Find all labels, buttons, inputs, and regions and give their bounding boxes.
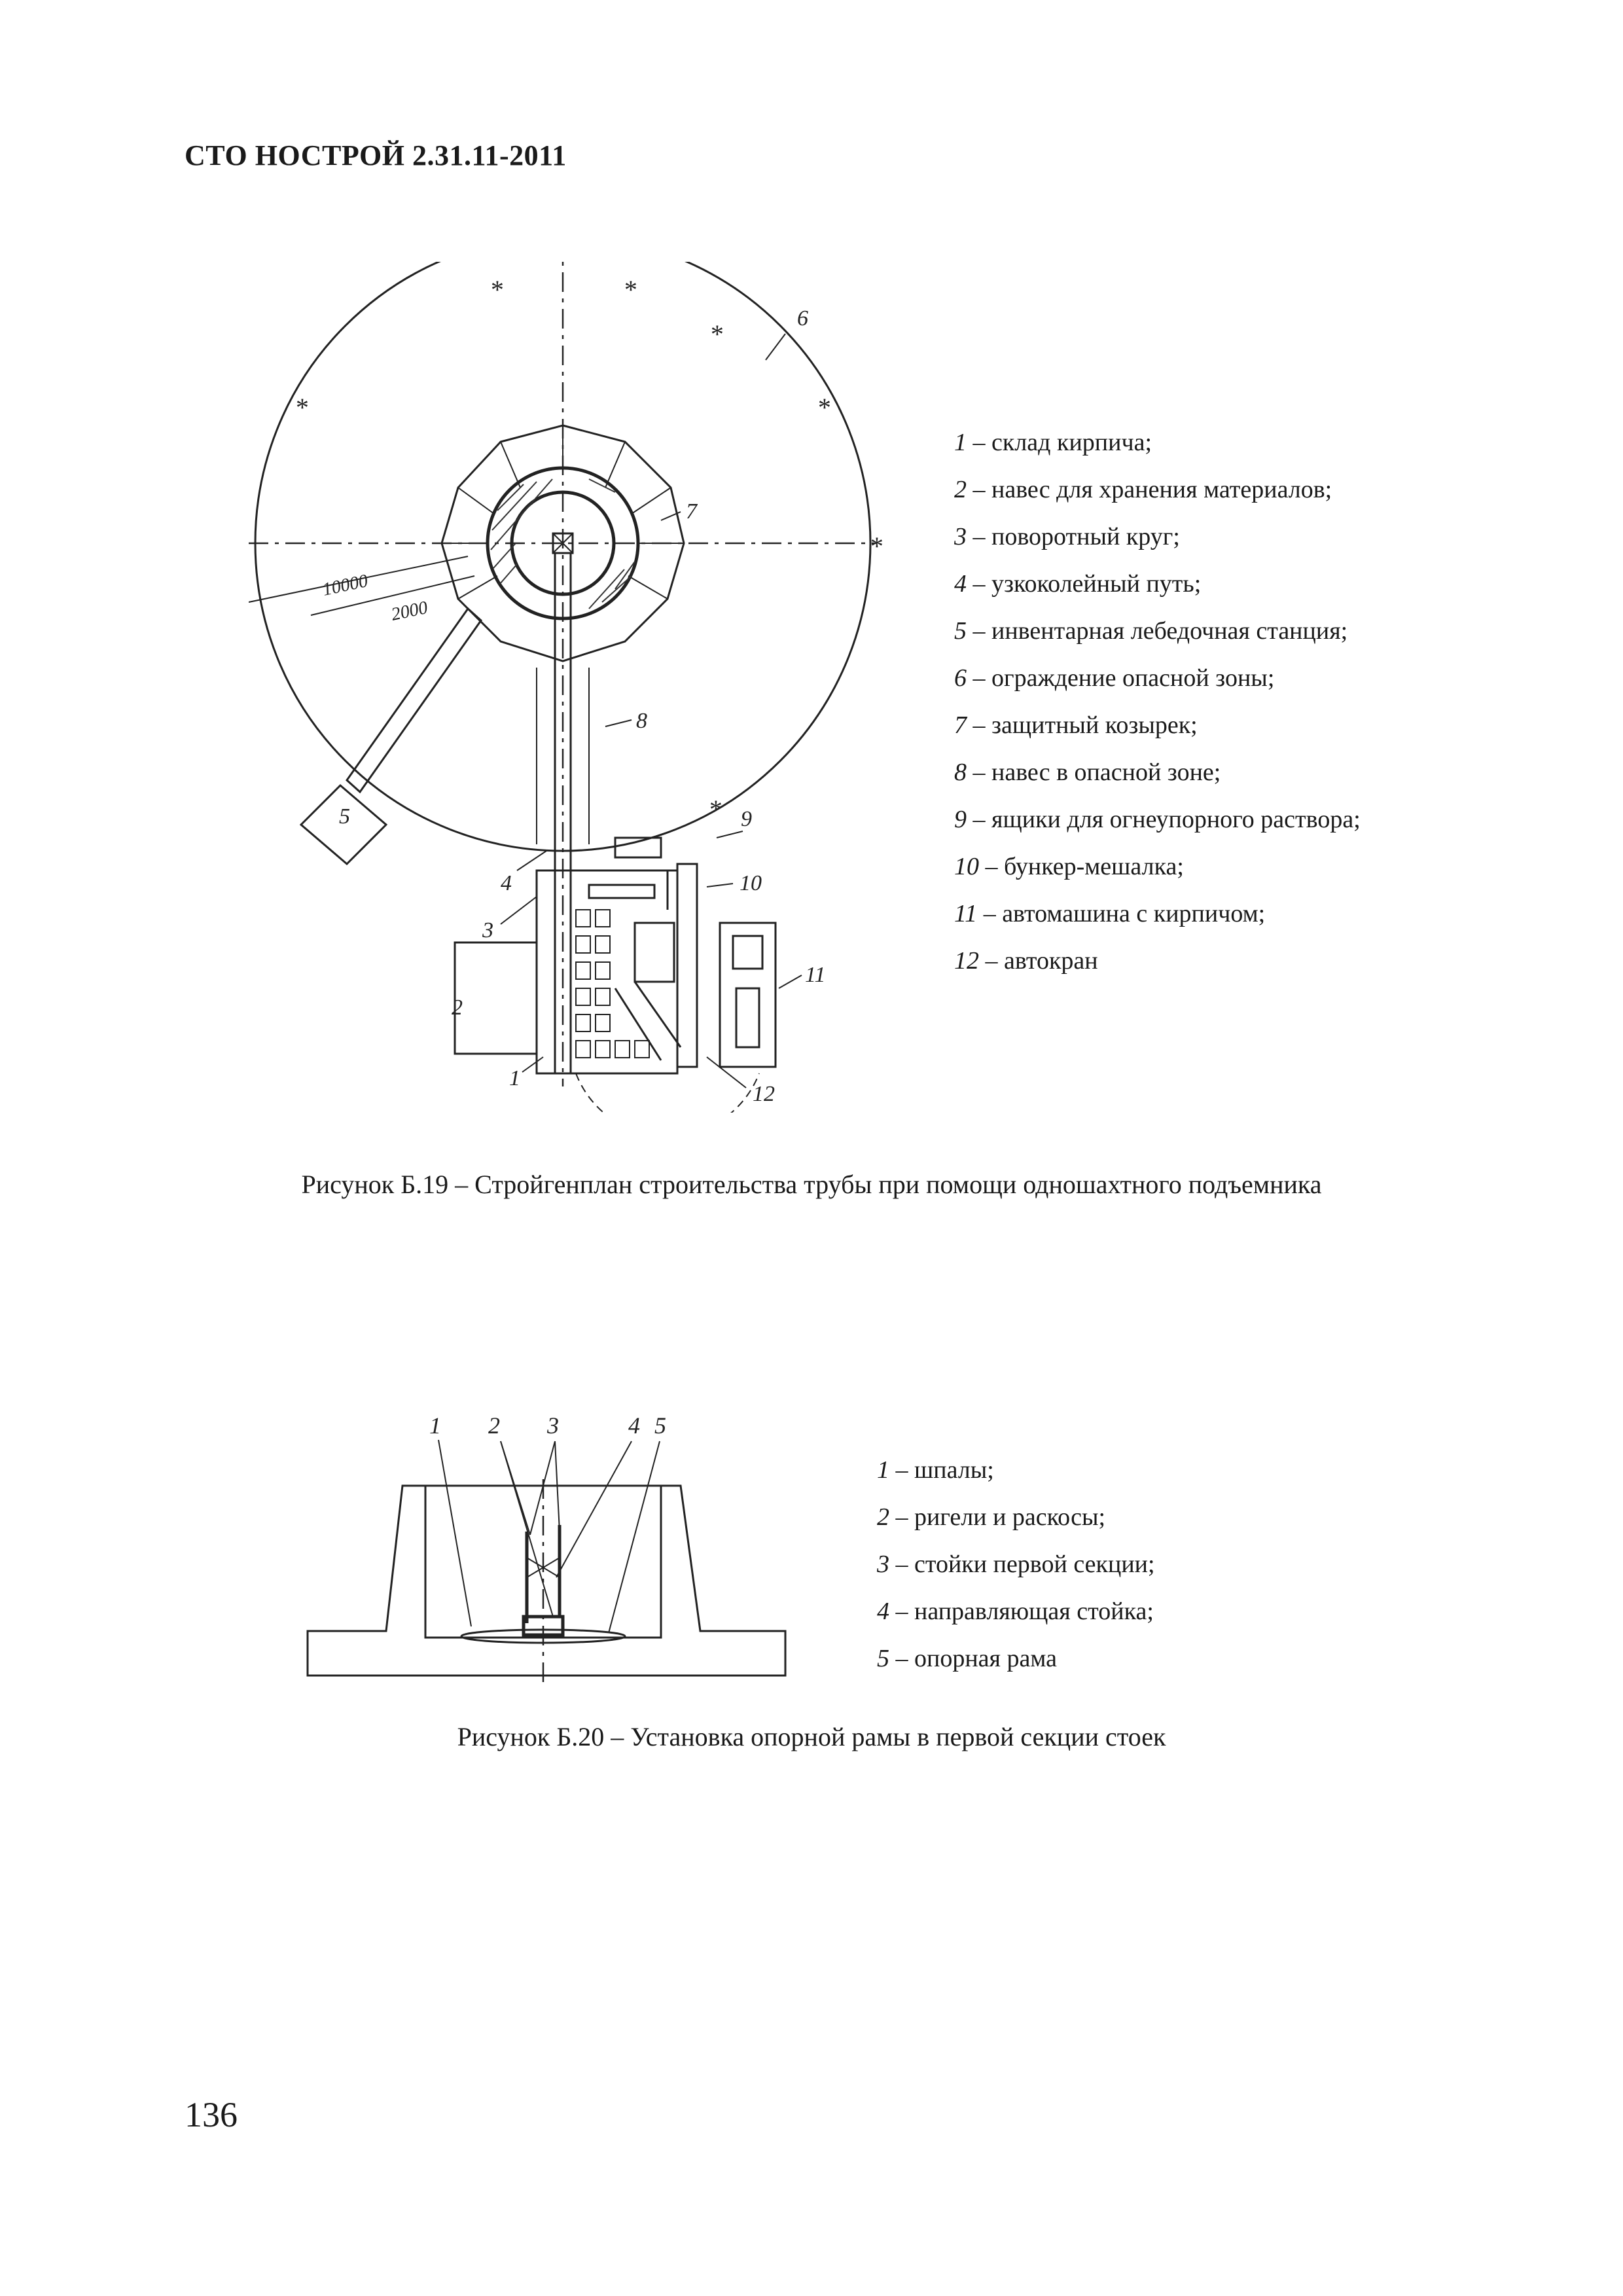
callout-12: 12 — [753, 1082, 775, 1106]
legend-item: 8 – навес в опасной зоне; — [954, 759, 1221, 786]
legend-item: 2 – навес для хранения материалов; — [954, 476, 1332, 503]
figure-b19-site-plan — [249, 262, 903, 1113]
callout-7: 7 — [686, 499, 697, 524]
callout-1: 1 — [509, 1066, 520, 1090]
callout-2: 2 — [488, 1412, 500, 1439]
callout-11: 11 — [805, 963, 826, 987]
dim-inner: 2000 — [389, 597, 430, 625]
figure-b20-support-frame — [301, 1401, 812, 1695]
callout-10: 10 — [740, 871, 762, 895]
legend-item: 4 – направляющая стойка; — [877, 1598, 1154, 1625]
legend-item: 9 – ящики для огнеупорного раствора; — [954, 806, 1361, 833]
brick-truck — [720, 923, 776, 1067]
figure-b20-caption: Рисунок Б.20 – Установка опорной рамы в первой секции стоек — [457, 1722, 1166, 1751]
svg-text:*: * — [869, 531, 882, 561]
legend-item: 1 – склад кирпича; — [954, 429, 1152, 456]
figure-b19-caption: Рисунок Б.19 – Стройгенплан строительства трубы при помощи одношахтного подъемника — [301, 1170, 1322, 1199]
legend-item: 3 – стойки первой секции; — [877, 1551, 1155, 1578]
callout-5: 5 — [654, 1412, 666, 1439]
figure-b19-legend — [954, 419, 1361, 984]
page-number: 136 — [185, 2095, 238, 2134]
figure-b20-legend — [877, 1446, 1155, 1682]
legend-item: 3 – поворотный круг; — [954, 523, 1180, 550]
callout-3: 3 — [547, 1412, 559, 1439]
callout-1: 1 — [429, 1412, 441, 1439]
svg-text:*: * — [708, 795, 721, 824]
support-frame-drawing — [301, 1401, 812, 1695]
svg-text:*: * — [709, 319, 722, 349]
callout-6: 6 — [797, 306, 808, 331]
callout-9: 9 — [741, 807, 752, 831]
svg-text:*: * — [294, 393, 308, 422]
dim-outer: 10000 — [321, 570, 370, 600]
svg-text:*: * — [623, 275, 636, 304]
material-shed — [455, 942, 537, 1054]
winch-arm — [347, 609, 481, 792]
foundation — [308, 1486, 785, 1676]
callout-2: 2 — [452, 996, 463, 1020]
legend-item: 2 – ригели и раскосы; — [877, 1503, 1106, 1531]
callout-5: 5 — [339, 804, 350, 829]
legend-item: 5 – инвентарная лебедочная станция; — [954, 617, 1348, 645]
legend-item: 11 – автомашина с кирпичом; — [954, 900, 1266, 927]
svg-text:*: * — [817, 393, 830, 422]
legend-item: 7 – защитный козырек; — [954, 711, 1198, 739]
document-header: СТО НОСТРОЙ 2.31.11-2011 — [185, 139, 567, 171]
legend-item: 10 – бункер-мешалка; — [954, 853, 1184, 880]
callout-4: 4 — [628, 1412, 640, 1439]
legend-item: 4 – узкоколейный путь; — [954, 570, 1202, 598]
legend-item: 1 – шпалы; — [877, 1456, 994, 1484]
legend-item: 6 – ограждение опасной зоны; — [954, 664, 1275, 692]
svg-text:*: * — [490, 275, 503, 304]
truck-crane — [635, 923, 674, 982]
legend-item: 5 – опорная рама — [877, 1645, 1058, 1672]
callout-3: 3 — [482, 918, 493, 942]
brick-storage — [537, 870, 677, 1073]
callout-8: 8 — [636, 709, 647, 733]
legend-item: 12 – автокран — [954, 947, 1098, 975]
callout-4: 4 — [501, 871, 512, 895]
site-plan-drawing — [249, 262, 903, 1113]
